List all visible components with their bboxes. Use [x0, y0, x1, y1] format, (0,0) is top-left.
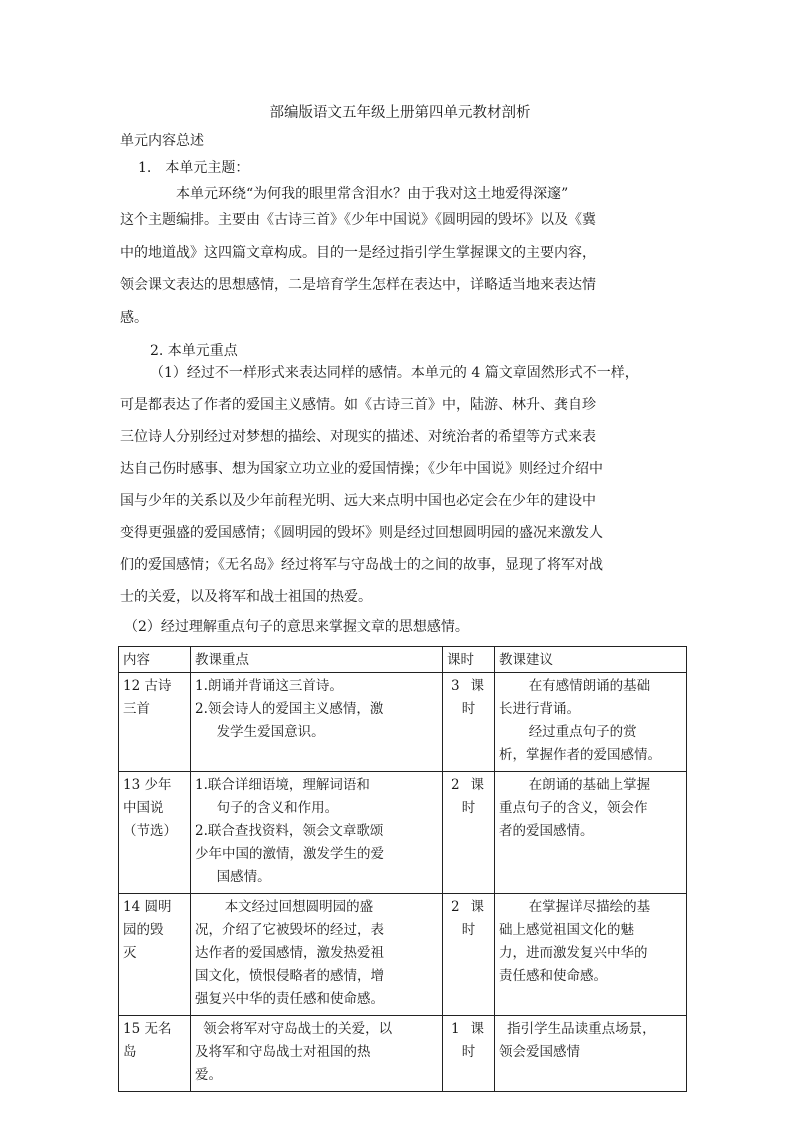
cell-line: 13 少年 [123, 777, 172, 793]
paragraph-line: 达自己伤时感事、想为国家立功立业的爱国情操；《少年中国说》则经过介绍中 [120, 461, 603, 477]
cell-line: 础上感觉祖国文化的魅 [499, 922, 634, 938]
section-heading: 单元内容总述 [120, 133, 204, 149]
hours-number: 2 [451, 899, 460, 915]
cell-line: （节选） [123, 823, 177, 839]
paragraph-line: 中的地道战》这四篇文章构成。目的一是经过指引学生掌握课文的主要内容， [120, 245, 596, 261]
cell-hours [443, 894, 495, 1016]
cell-line: 者的爱国感情。 [499, 823, 594, 839]
cell-line: 园的毁 [123, 922, 164, 938]
cell-content [119, 772, 191, 894]
cell-line: 责任感和使命感。 [499, 968, 607, 984]
cell-line: 三首 [123, 701, 150, 717]
lesson-plan-table [118, 646, 687, 1092]
cell-line: 14 圆明 [123, 899, 172, 915]
cell-line: 国感情。 [216, 869, 271, 885]
cell-line: 在有感情朗诵的基础 [528, 678, 651, 694]
paragraph-line: 们的爱国感情；《无名岛》经过将军与守岛战士的之间的故事，显现了将军对战 [120, 557, 603, 573]
paragraph-line: 感。 [120, 310, 148, 326]
cell-line: 及将军和守岛战士对祖国的热 [195, 1044, 371, 1060]
cell-line: 在朗诵的基础上掌握 [528, 777, 651, 793]
table-header-row [119, 647, 687, 673]
paragraph-line: 三位诗人分别经过对梦想的描绘、对现实的描述、对统治者的希望等方式来表 [120, 429, 596, 445]
paragraph-line: （2）经过理解重点句子的意思来掌握文章的思想感情。 [124, 619, 469, 635]
cell-advice [495, 673, 687, 772]
cell-content [119, 894, 191, 1016]
paragraph-line: 士的关爱，以及将军和战士祖国的热爱。 [120, 589, 372, 605]
cell-line: 达作者的爱国感情，激发热爱祖 [195, 945, 384, 961]
table-row [119, 772, 687, 894]
cell-line: 发学生爱国意识。 [216, 724, 325, 740]
hours-unit: 课 [470, 899, 484, 915]
cell-line: 灭 [123, 945, 137, 961]
cell-content [119, 1016, 191, 1092]
paragraph-line: 国与少年的关系以及少年前程光明、远大来点明中国也必定会在少年的建设中 [120, 493, 596, 509]
cell-line [447, 774, 490, 797]
cell-line: 况，介绍了它被毁坏的经过，表 [195, 922, 384, 938]
cell-line: 指引学生品读重点场景， [507, 1021, 656, 1037]
hours-number: 1 [451, 1021, 460, 1037]
cell-focus [191, 894, 443, 1016]
cell-line: 强复兴中华的责任感和使命感。 [195, 991, 384, 1007]
header-focus: 教课重点 [191, 647, 443, 673]
cell-line: 经过重点句子的赏 [528, 724, 637, 740]
paragraph-line: 变得更强盛的爱国感情；《圆明园的毁坏》则是经过回想圆明园的盛况来激发人 [120, 525, 603, 541]
cell-hours [443, 673, 495, 772]
header-content: 内容 [119, 647, 191, 673]
cell-focus [191, 772, 443, 894]
cell-line: 岛 [123, 1044, 137, 1060]
hours-unit: 课 [470, 678, 484, 694]
cell-advice [495, 772, 687, 894]
cell-line: 时 [461, 922, 476, 938]
cell-line [447, 675, 490, 698]
cell-line: 1.朗诵并背诵这三首诗。 [195, 678, 343, 694]
cell-line: 12 古诗 [123, 678, 172, 694]
cell-hours [443, 1016, 495, 1092]
cell-line: 少年中国的激情，激发学生的爱 [195, 846, 384, 862]
cell-line: 力，进而激发复兴中华的 [499, 945, 648, 961]
cell-line: 爱。 [195, 1067, 222, 1083]
paragraph-line: 这个主题编排。主要由《古诗三首》《少年中国说》《圆明园的毁坏》以及《冀 [120, 212, 596, 228]
cell-line: 中国说 [123, 800, 164, 816]
cell-line: 领会将军对守岛战士的关爱，以 [203, 1021, 393, 1037]
header-hours: 课时 [443, 647, 495, 673]
cell-line: 本文经过回想圆明园的盛 [224, 899, 374, 915]
cell-line: 1.联合详细语境，理解词语和 [195, 777, 370, 793]
cell-line: 15 无名 [123, 1021, 172, 1037]
cell-line: 时 [461, 1044, 476, 1060]
cell-line: 重点句子的含义，领会作 [499, 800, 648, 816]
hours-unit: 课 [470, 1021, 484, 1037]
cell-line: 时 [461, 800, 476, 816]
paragraph-line: 本单元环绕“为何我的眼里常含泪水？由于我对这土地爱得深邃” [176, 186, 569, 202]
header-advice: 教课建议 [495, 647, 687, 673]
cell-line [447, 1018, 490, 1041]
cell-hours [443, 772, 495, 894]
cell-line: 在掌握详尽描绘的基 [528, 899, 651, 915]
cell-line: 长进行背诵。 [499, 701, 580, 717]
cell-line: 2.联合查找资料，领会文章歌颂 [195, 823, 384, 839]
table-row [119, 673, 687, 772]
cell-focus [191, 1016, 443, 1092]
paragraph-line: 可是都表达了作者的爱国主义感情。如《古诗三首》中，陆游、林升、龚自珍 [120, 397, 596, 413]
cell-line: 领会爱国感情 [499, 1044, 580, 1060]
document-title: 部编版语文五年级上册第四单元教材剖析 [269, 105, 531, 121]
paragraph-line: 领会课文表达的思想感情，二是培育学生怎样在表达中，详略适当地来表达情 [120, 277, 596, 293]
cell-line: 2.领会诗人的爱国主义感情，激 [195, 701, 384, 717]
hours-unit: 课 [470, 777, 484, 793]
cell-advice [495, 894, 687, 1016]
cell-line: 句子的含义和作用。 [216, 800, 339, 816]
cell-focus [191, 673, 443, 772]
hours-number: 2 [451, 777, 460, 793]
table-row [119, 1016, 687, 1092]
hours-number: 3 [451, 678, 460, 694]
item2-heading: 2. 本单元重点 [150, 343, 238, 359]
paragraph-line: （1）经过不一样形式来表达同样的感情。本单元的 4 篇文章固然形式不一样， [150, 365, 639, 381]
cell-advice [495, 1016, 687, 1092]
cell-content [119, 673, 191, 772]
cell-line: 时 [461, 701, 476, 717]
item1-heading: 1. 本单元主题： [138, 160, 250, 176]
cell-line [447, 896, 490, 919]
cell-line: 国文化，愤恨侵略者的感情，增 [195, 968, 384, 984]
table-row [119, 894, 687, 1016]
cell-line: 析，掌握作者的爱国感情。 [499, 747, 661, 763]
